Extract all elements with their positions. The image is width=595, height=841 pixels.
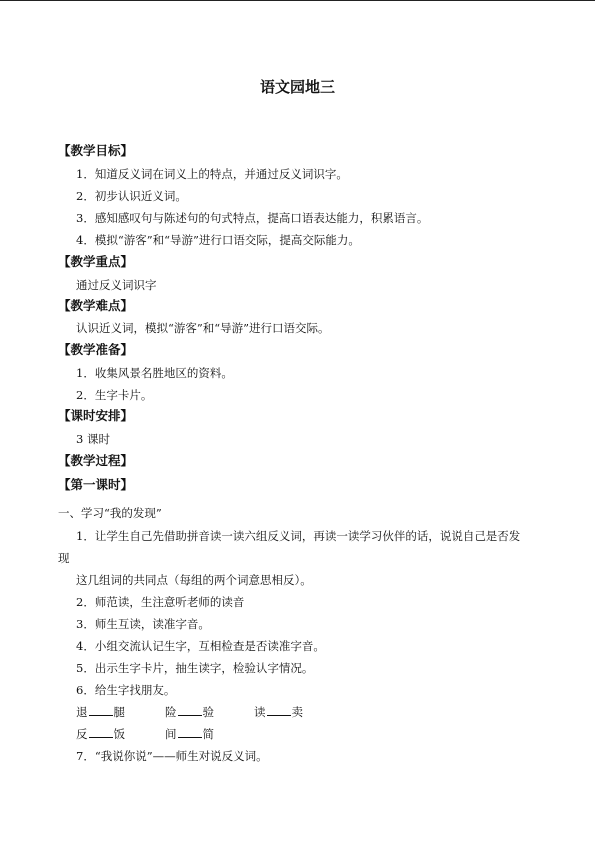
word-pair-right: 验 bbox=[202, 705, 214, 719]
word-pair-right: 卖 bbox=[291, 705, 303, 719]
objectives-heading: 【教学目标】 bbox=[58, 143, 134, 158]
word-pair bbox=[165, 705, 214, 719]
step-item: 6．给生字找朋友。 bbox=[76, 683, 176, 697]
objective-item: 4．模拟“游客”和“导游”进行口语交际，提高交际能力。 bbox=[76, 233, 360, 247]
preparation-item: 2．生字卡片。 bbox=[76, 388, 153, 402]
lesson1-heading: 【第一课时】 bbox=[58, 477, 134, 492]
word-pair bbox=[165, 727, 214, 741]
word-pair-right: 简 bbox=[202, 727, 214, 741]
word-pair-right: 腿 bbox=[113, 705, 125, 719]
word-pair-left: 间 bbox=[165, 727, 177, 741]
word-pair bbox=[76, 727, 125, 741]
word-pair bbox=[76, 705, 125, 719]
difficulties-text: 认识近义词，模拟“游客”和“导游”进行口语交际。 bbox=[76, 321, 330, 335]
step-1-line: 1．让学生自己先借助拼音读一读六组反义词，再读一读学习伙伴的话，说说自己是否发 bbox=[76, 529, 521, 543]
difficulties-heading: 【教学难点】 bbox=[58, 298, 134, 313]
step-1-continued: 这几组词的共同点（每组的两个词意思相反）。 bbox=[76, 573, 312, 587]
objective-item: 1．知道反义词在词义上的特点，并通过反义词识字。 bbox=[76, 167, 348, 181]
fill-blank bbox=[89, 727, 113, 738]
objective-item: 3．感知感叹句与陈述句的句式特点，提高口语表达能力，积累语言。 bbox=[76, 211, 429, 225]
key-points-text: 通过反义词识字 bbox=[76, 278, 157, 292]
step-item: 7．“我说你说”——师生对说反义词。 bbox=[76, 749, 268, 763]
word-pair-right: 饭 bbox=[113, 727, 125, 741]
objective-item: 2．初步认识近义词。 bbox=[76, 189, 187, 203]
process-heading: 【教学过程】 bbox=[58, 453, 134, 468]
word-pair-left: 读 bbox=[254, 705, 266, 719]
key-points-heading: 【教学重点】 bbox=[58, 254, 134, 269]
fill-blank bbox=[178, 727, 202, 738]
preparation-item: 1．收集风景名胜地区的资料。 bbox=[76, 366, 233, 380]
page-title: 语文园地三 bbox=[259, 78, 335, 96]
fill-blank bbox=[267, 705, 291, 716]
schedule-heading: 【课时安排】 bbox=[58, 408, 134, 423]
schedule-text: 3 课时 bbox=[76, 432, 110, 446]
step-1-wrap: 现 bbox=[58, 551, 70, 565]
fill-blank bbox=[89, 705, 113, 716]
step-item: 5．出示生字卡片，抽生读字，检验认字情况。 bbox=[76, 661, 314, 675]
word-pair-left: 退 bbox=[76, 705, 88, 719]
step-item: 4．小组交流认记生字，互相检查是否读准字音。 bbox=[76, 639, 325, 653]
lesson1-section-title: 一、学习“我的发现” bbox=[58, 506, 162, 520]
word-pair-left: 反 bbox=[76, 727, 88, 741]
preparation-heading: 【教学准备】 bbox=[58, 342, 134, 357]
fill-blank bbox=[178, 705, 202, 716]
word-pair bbox=[254, 705, 303, 719]
word-pair-left: 险 bbox=[165, 705, 177, 719]
step-item: 3．师生互读，读准字音。 bbox=[76, 617, 210, 631]
step-item: 2．师范读，生注意听老师的读音 bbox=[76, 595, 245, 609]
